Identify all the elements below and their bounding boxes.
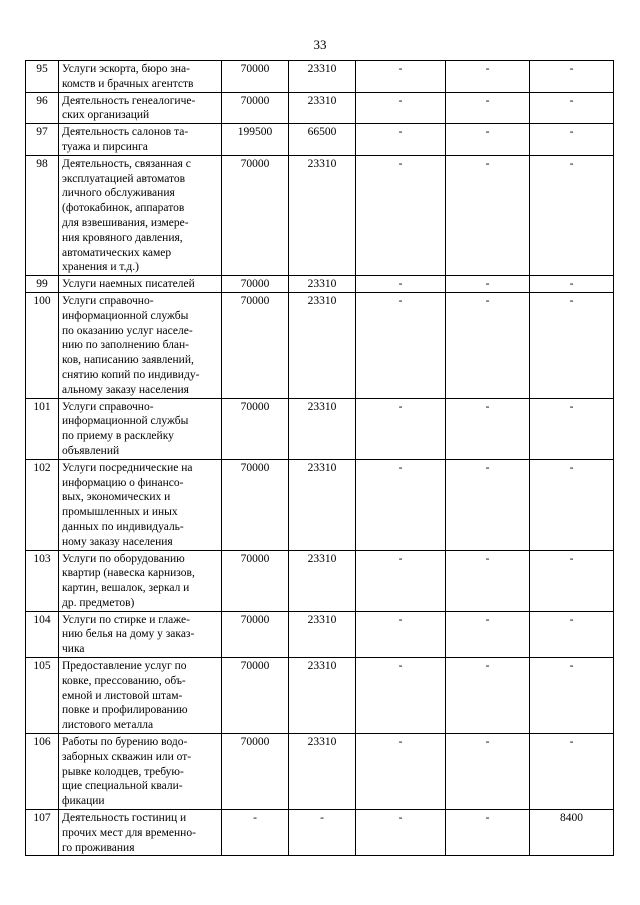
value-v5: -	[530, 124, 614, 156]
service-name-line: ков, написанию заявлений,	[62, 354, 194, 367]
row-number: 99	[26, 276, 59, 293]
value-v1: 70000	[222, 611, 289, 657]
row-number: 102	[26, 459, 59, 550]
value-v1: 70000	[222, 92, 289, 124]
service-name	[59, 398, 222, 459]
value-v3: -	[356, 61, 446, 93]
service-name-line: щие специальной квали-	[62, 780, 183, 793]
value-v4: -	[446, 611, 530, 657]
service-name-line: Услуги по оборудованию	[62, 552, 185, 565]
value-v2: -	[289, 810, 356, 856]
service-name	[59, 276, 222, 293]
table-row	[26, 124, 614, 156]
value-v4: -	[446, 459, 530, 550]
service-name-line: заборных скважин или от-	[62, 750, 192, 763]
service-name-line: нию белья на дому у заказ-	[62, 628, 195, 641]
service-name-line: по приему в расклейку	[62, 430, 174, 443]
value-v3: -	[356, 92, 446, 124]
service-name-line: эксплуатацией автоматов	[62, 172, 186, 185]
value-v4: -	[446, 276, 530, 293]
service-name-line: го проживания	[62, 841, 135, 854]
service-name-line: информационной службы	[62, 415, 189, 428]
service-name-line: Деятельность, связанная с	[62, 157, 191, 170]
table-row	[26, 92, 614, 124]
service-name-line: туажа и пирсинга	[62, 140, 148, 153]
service-name-line: Услуги посреднические на	[62, 461, 193, 474]
service-name	[59, 810, 222, 856]
service-name	[59, 550, 222, 611]
service-name-line: комств и брачных агентств	[62, 77, 194, 90]
row-number: 97	[26, 124, 59, 156]
value-v5: -	[530, 61, 614, 93]
value-v2: 23310	[289, 155, 356, 275]
service-name	[59, 658, 222, 734]
value-v5: -	[530, 398, 614, 459]
value-v3: -	[356, 398, 446, 459]
service-name-line: квартир (навеска карнизов,	[62, 567, 195, 580]
service-name	[59, 124, 222, 156]
value-v2: 23310	[289, 92, 356, 124]
service-name-line: Услуги наемных писателей	[62, 278, 195, 291]
value-v3: -	[356, 459, 446, 550]
value-v2: 23310	[289, 734, 356, 810]
service-name-line: Услуги по стирке и глаже-	[62, 613, 190, 626]
service-name-line: Деятельность гостиниц и	[62, 812, 187, 825]
value-v1: 70000	[222, 550, 289, 611]
value-v5: -	[530, 459, 614, 550]
table-row	[26, 61, 614, 93]
table-row	[26, 734, 614, 810]
service-name	[59, 292, 222, 398]
table-row	[26, 398, 614, 459]
row-number: 107	[26, 810, 59, 856]
table-row	[26, 459, 614, 550]
value-v3: -	[356, 292, 446, 398]
value-v1: 70000	[222, 658, 289, 734]
row-number: 103	[26, 550, 59, 611]
value-v3: -	[356, 155, 446, 275]
table-row	[26, 155, 614, 275]
service-name-line: автоматических камер	[62, 246, 172, 259]
value-v4: -	[446, 292, 530, 398]
value-v2: 23310	[289, 658, 356, 734]
value-v4: -	[446, 550, 530, 611]
service-name-line: ковке, прессованию, объ-	[62, 674, 186, 687]
row-number: 105	[26, 658, 59, 734]
value-v2: 23310	[289, 292, 356, 398]
value-v1: 70000	[222, 734, 289, 810]
service-name-line: емной и листовой штам-	[62, 689, 183, 702]
value-v5: 8400	[530, 810, 614, 856]
value-v2: 23310	[289, 61, 356, 93]
service-name-line: информационной службы	[62, 309, 189, 322]
service-name-line: Работы по бурению водо-	[62, 736, 188, 749]
page-number: 33	[313, 37, 327, 52]
value-v5: -	[530, 550, 614, 611]
value-v1: 70000	[222, 276, 289, 293]
service-name	[59, 155, 222, 275]
value-v2: 23310	[289, 276, 356, 293]
table-row	[26, 550, 614, 611]
value-v5: -	[530, 611, 614, 657]
service-name-line: Предоставление услуг по	[62, 660, 187, 673]
value-v2: 66500	[289, 124, 356, 156]
service-name-line: Деятельность салонов та-	[62, 126, 189, 139]
service-name-line: (фотокабинок, аппаратов	[62, 202, 185, 215]
value-v3: -	[356, 658, 446, 734]
value-v1: 70000	[222, 61, 289, 93]
value-v3: -	[356, 810, 446, 856]
service-name-line: рывке колодцев, требую-	[62, 765, 184, 778]
service-name-line: фикации	[62, 795, 105, 808]
value-v4: -	[446, 734, 530, 810]
table-row	[26, 276, 614, 293]
value-v5: -	[530, 292, 614, 398]
table-row	[26, 810, 614, 856]
service-name-line: хранения и т.д.)	[62, 261, 139, 274]
service-name-line: вых, экономических и	[62, 491, 171, 504]
service-name-line: др. предметов)	[62, 596, 135, 609]
value-v4: -	[446, 61, 530, 93]
row-number: 95	[26, 61, 59, 93]
service-name-line: прочих мест для временно-	[62, 826, 196, 839]
service-name-line: информацию о финансо-	[62, 476, 184, 489]
service-name	[59, 611, 222, 657]
table-row	[26, 292, 614, 398]
service-name-line: промышленных и иных	[62, 506, 178, 519]
value-v4: -	[446, 658, 530, 734]
value-v4: -	[446, 124, 530, 156]
value-v1: 70000	[222, 459, 289, 550]
value-v4: -	[446, 155, 530, 275]
service-name-line: ному заказу населения	[62, 535, 173, 548]
row-number: 100	[26, 292, 59, 398]
service-name-line: повке и профилированию	[62, 704, 188, 717]
value-v1: 70000	[222, 155, 289, 275]
service-name	[59, 61, 222, 93]
service-name-line: нию по заполнению блан-	[62, 339, 189, 352]
service-name-line: картин, вешалок, зеркал и	[62, 582, 190, 595]
service-name	[59, 459, 222, 550]
service-name-line: ских организаций	[62, 109, 150, 122]
service-name-line: Услуги эскорта, бюро зна-	[62, 63, 190, 75]
value-v2: 23310	[289, 459, 356, 550]
value-v1: 199500	[222, 124, 289, 156]
value-v4: -	[446, 92, 530, 124]
value-v1: -	[222, 810, 289, 856]
service-name-line: Деятельность генеалогиче-	[62, 94, 196, 107]
value-v3: -	[356, 276, 446, 293]
service-name	[59, 734, 222, 810]
value-v3: -	[356, 124, 446, 156]
service-name-line: для взвешивания, измере-	[62, 216, 189, 229]
value-v5: -	[530, 658, 614, 734]
value-v5: -	[530, 92, 614, 124]
table-row	[26, 611, 614, 657]
row-number: 96	[26, 92, 59, 124]
table-row	[26, 658, 614, 734]
row-number: 104	[26, 611, 59, 657]
value-v3: -	[356, 611, 446, 657]
row-number: 106	[26, 734, 59, 810]
value-v3: -	[356, 550, 446, 611]
service-name-line: снятию копий по индивиду-	[62, 368, 200, 381]
value-v4: -	[446, 398, 530, 459]
value-v3: -	[356, 734, 446, 810]
value-v5: -	[530, 734, 614, 810]
service-name-line: альному заказу населения	[62, 383, 189, 396]
service-name-line: Услуги справочно-	[62, 400, 154, 413]
service-name-line: данных по индивидуаль-	[62, 520, 184, 533]
service-name-line: Услуги справочно-	[62, 294, 154, 307]
row-number: 98	[26, 155, 59, 275]
value-v1: 70000	[222, 292, 289, 398]
service-name-line: чика	[62, 643, 85, 656]
value-v5: -	[530, 155, 614, 275]
value-v2: 23310	[289, 398, 356, 459]
value-v4: -	[446, 810, 530, 856]
value-v5: -	[530, 276, 614, 293]
value-v1: 70000	[222, 398, 289, 459]
value-v2: 23310	[289, 550, 356, 611]
service-name	[59, 92, 222, 124]
service-name-line: объявлений	[62, 444, 120, 457]
row-number: 101	[26, 398, 59, 459]
service-name-line: личного обслуживания	[62, 187, 175, 200]
value-v2: 23310	[289, 611, 356, 657]
service-name-line: ния кровяного давления,	[62, 231, 183, 244]
service-name-line: по оказанию услуг населе-	[62, 324, 193, 337]
table-body	[26, 61, 614, 856]
service-name-line: листового металла	[62, 719, 154, 732]
services-table	[25, 60, 614, 856]
